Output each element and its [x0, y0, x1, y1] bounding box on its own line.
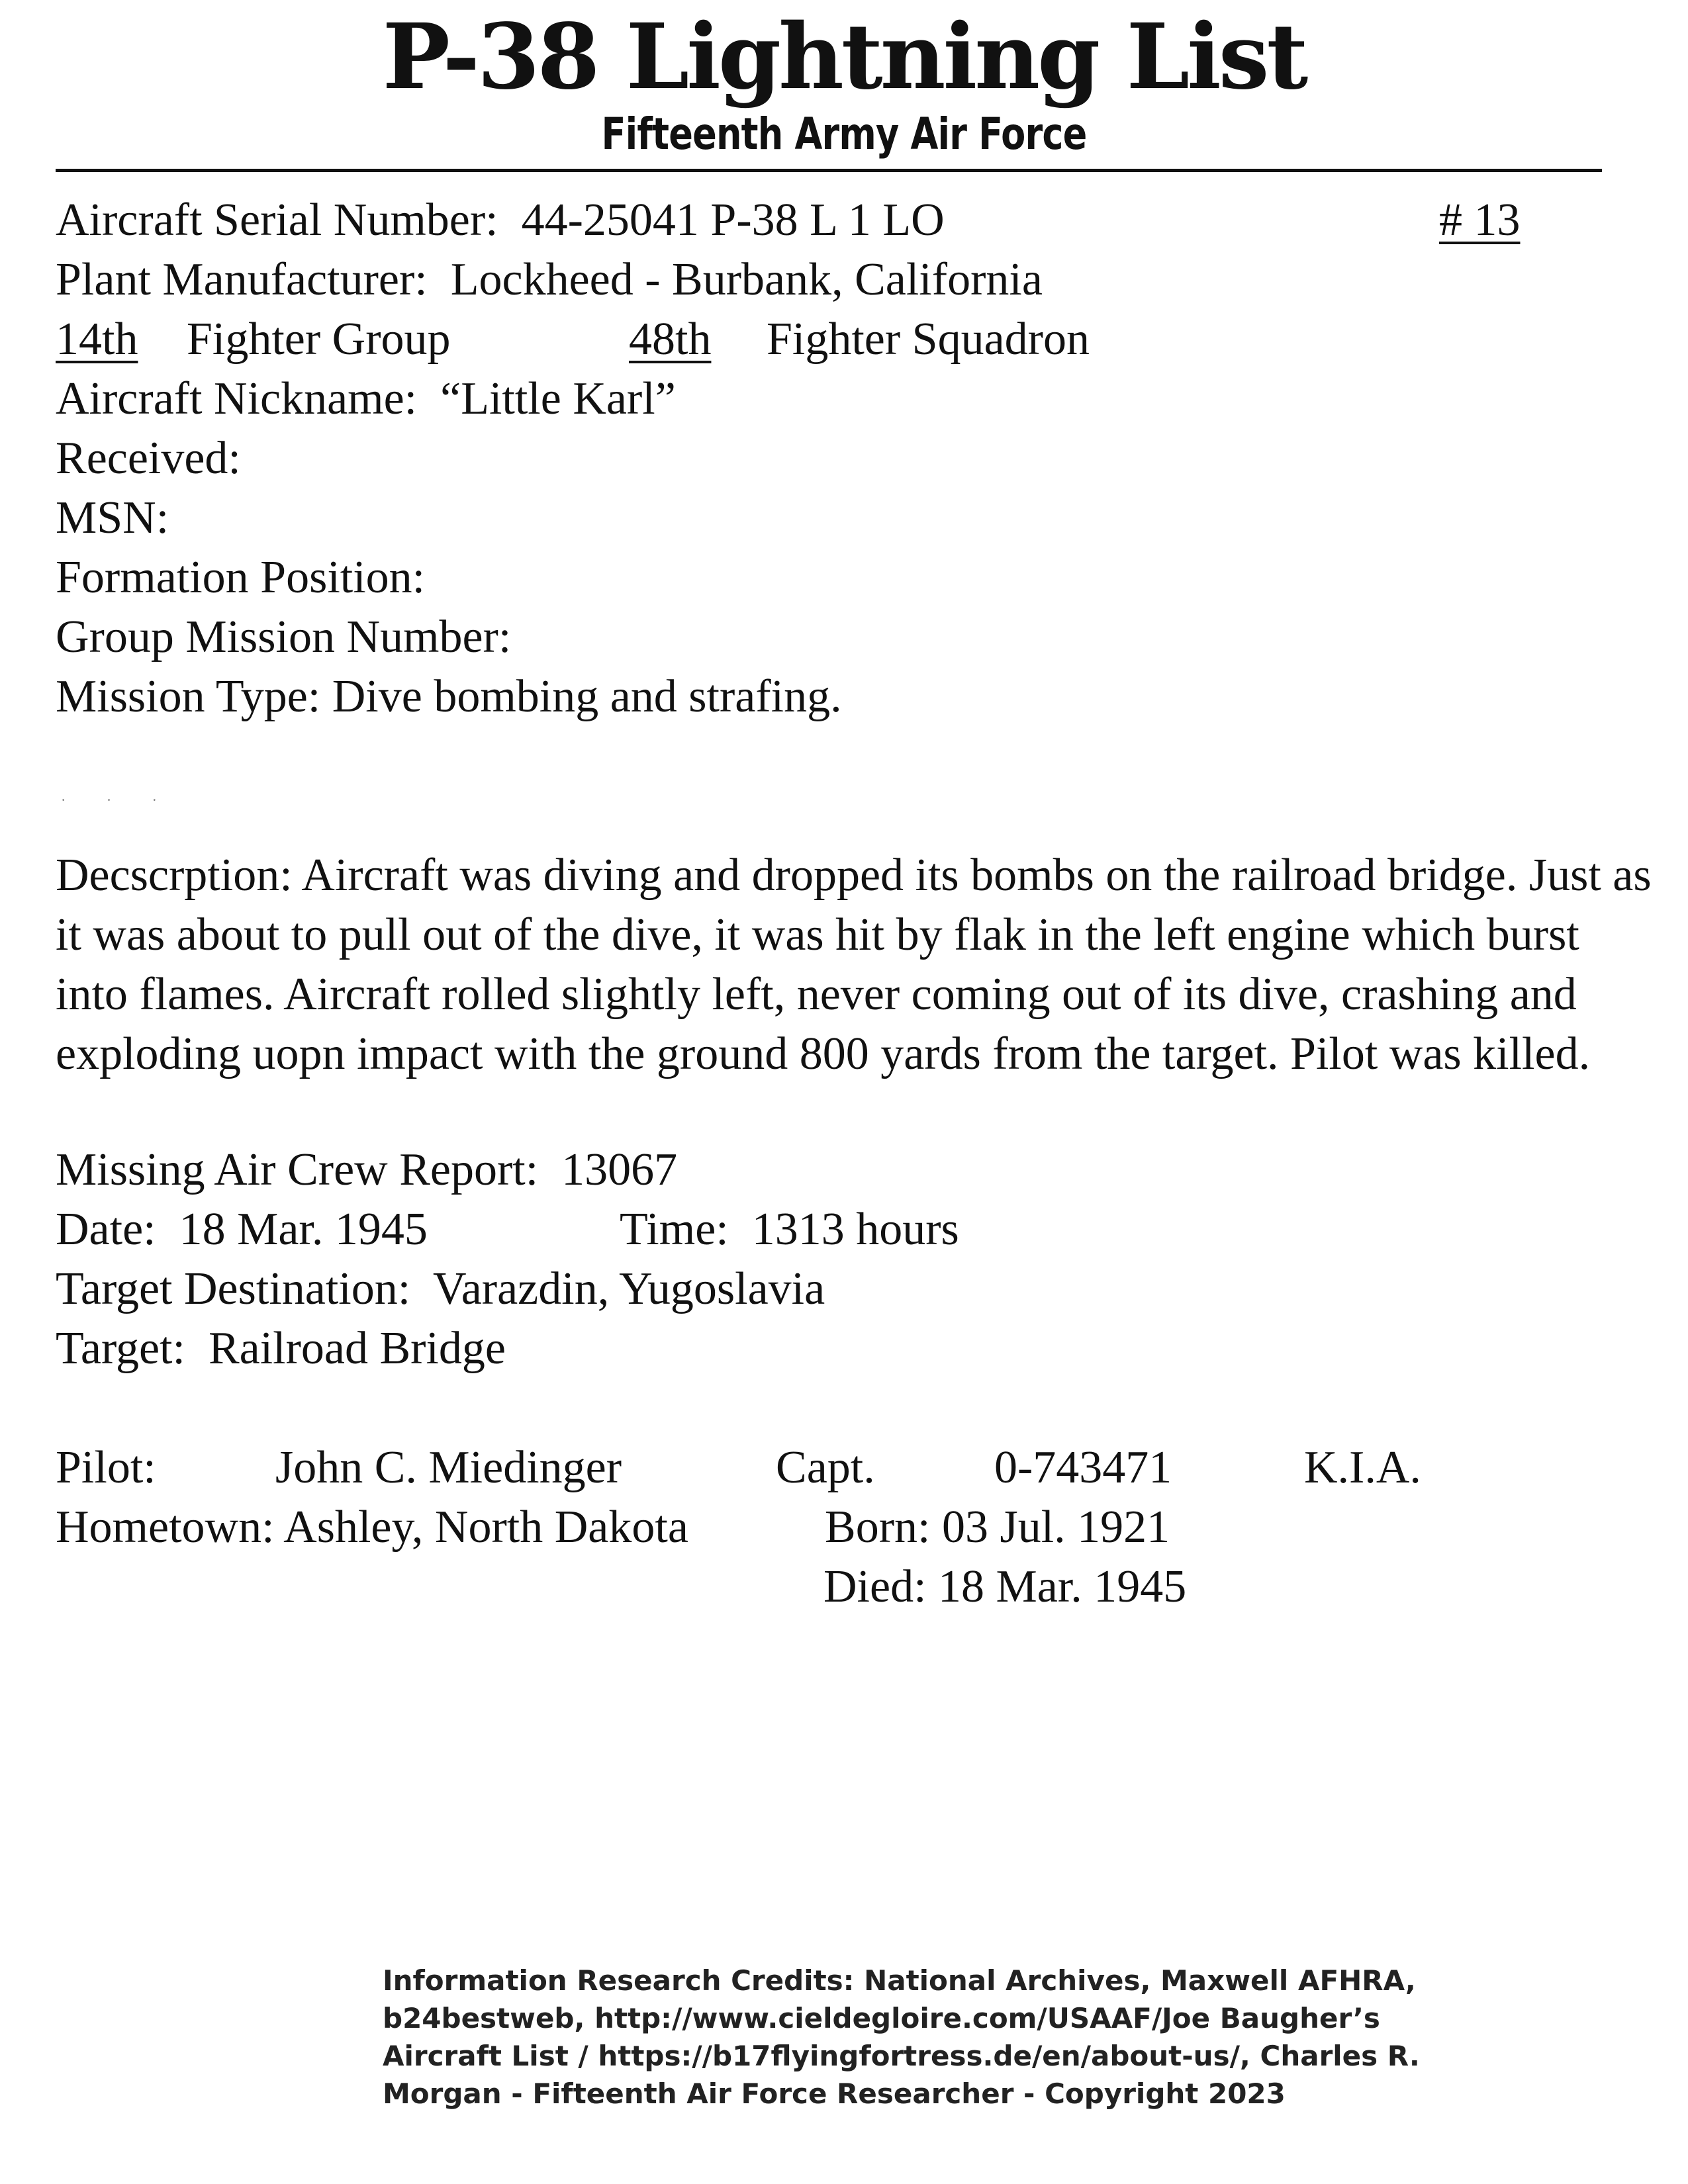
hometown-value: Ashley, North Dakota [283, 1502, 688, 1553]
serial-number-label: Aircraft Serial Number: [56, 195, 498, 246]
credits-line-3: Aircraft List / https://b17flyingfortress.de/en/about-us/, Charles R. [383, 2040, 1420, 2072]
target-destination-label: Target Destination: [56, 1263, 411, 1314]
list-number [1439, 197, 1573, 244]
date-label: Date: [56, 1204, 156, 1255]
pilot-rank: Capt. [776, 1442, 875, 1493]
squadron-label: Fighter Squadron [766, 314, 1090, 365]
born-row [825, 1504, 1170, 1551]
nickname-value: “Little Karl” [440, 373, 676, 424]
mission-type-value: Dive bombing and strafing. [332, 671, 842, 722]
date-row [56, 1206, 428, 1253]
manufacturer-label: Plant Manufacturer: [56, 254, 428, 305]
target-row [56, 1323, 506, 1374]
nickname-row [56, 373, 676, 424]
hometown-row [56, 1504, 688, 1551]
target-destination-row [56, 1263, 825, 1314]
group-label: Fighter Group [186, 314, 451, 365]
description-label: Decscrption: [56, 850, 293, 901]
born-label: Born: [825, 1502, 931, 1553]
born-value: 03 Jul. 1921 [941, 1502, 1170, 1553]
credits-line-2: b24bestweb, http://www.cieldegloire.com/USAAF/Joe Baugher’s [383, 2002, 1380, 2034]
group-mission-number-label: Group Mission Number: [56, 612, 512, 662]
research-credits [383, 1962, 1420, 2113]
formation-position-label: Formation Position: [56, 552, 426, 603]
nickname-label: Aircraft Nickname: [56, 373, 418, 424]
target-value: Railroad Bridge [208, 1323, 506, 1374]
hometown-label: Hometown: [56, 1502, 275, 1553]
list-number-value: # 13 [1439, 195, 1521, 246]
target-label: Target: [56, 1323, 185, 1374]
group-number: 14th [56, 314, 138, 365]
died-row [823, 1561, 1187, 1612]
time-label: Time: [620, 1204, 729, 1255]
page-subtitle: Fifteenth Army Air Force [601, 109, 1087, 159]
time-value: 1313 hours [751, 1204, 959, 1255]
macr-row [56, 1144, 678, 1195]
manufacturer-row [56, 254, 1043, 305]
header-divider [56, 169, 1602, 172]
date-value: 18 Mar. 1945 [179, 1204, 428, 1255]
serial-number-value: 44-25041 P-38 L 1 LO [521, 195, 945, 246]
target-destination-value: Varazdin, Yugoslavia [432, 1263, 825, 1314]
serial-number-row [56, 197, 945, 244]
pilot-name: John C. Miedinger [275, 1442, 622, 1493]
description-paragraph [56, 846, 1658, 1084]
manufacturer-value: Lockheed - Burbank, California [450, 254, 1043, 305]
credits-line-1: Information Research Credits: National Archives, Maxwell AFHRA, [383, 1964, 1416, 1997]
mission-type-label: Mission Type: [56, 671, 321, 722]
died-label: Died: [823, 1561, 927, 1612]
description-text: Aircraft was diving and dropped its bombs on the railroad bridge. Just as it was about to pull out of the dive, it was hit by flak in the left engine which burst into flames. Aircraft rolled slightly left, never coming out of its dive, crashing and exploding uopn impact with the ground 800 yards from the target. Pilot was killed. [56, 850, 1652, 1079]
squadron-row [625, 316, 1090, 363]
credits-line-4: Morgan - Fifteenth Air Force Researcher - Copyright 2023 [383, 2077, 1286, 2110]
msn-label: MSN: [56, 492, 169, 543]
mission-type-row [56, 671, 842, 722]
pilot-status: K.I.A. [1304, 1442, 1421, 1493]
received-label: Received: [56, 433, 241, 484]
macr-value: 13067 [561, 1144, 678, 1195]
stray-marks: · · · [61, 792, 175, 808]
group-row [56, 316, 451, 363]
pilot-serial: 0-743471 [994, 1442, 1172, 1493]
time-row [620, 1206, 959, 1253]
macr-label: Missing Air Crew Report: [56, 1144, 539, 1195]
page-title: P-38 Lightning List [382, 4, 1306, 110]
pilot-label: Pilot: [56, 1442, 156, 1493]
died-value: 18 Mar. 1945 [938, 1561, 1187, 1612]
squadron-number: 48th [629, 314, 712, 365]
